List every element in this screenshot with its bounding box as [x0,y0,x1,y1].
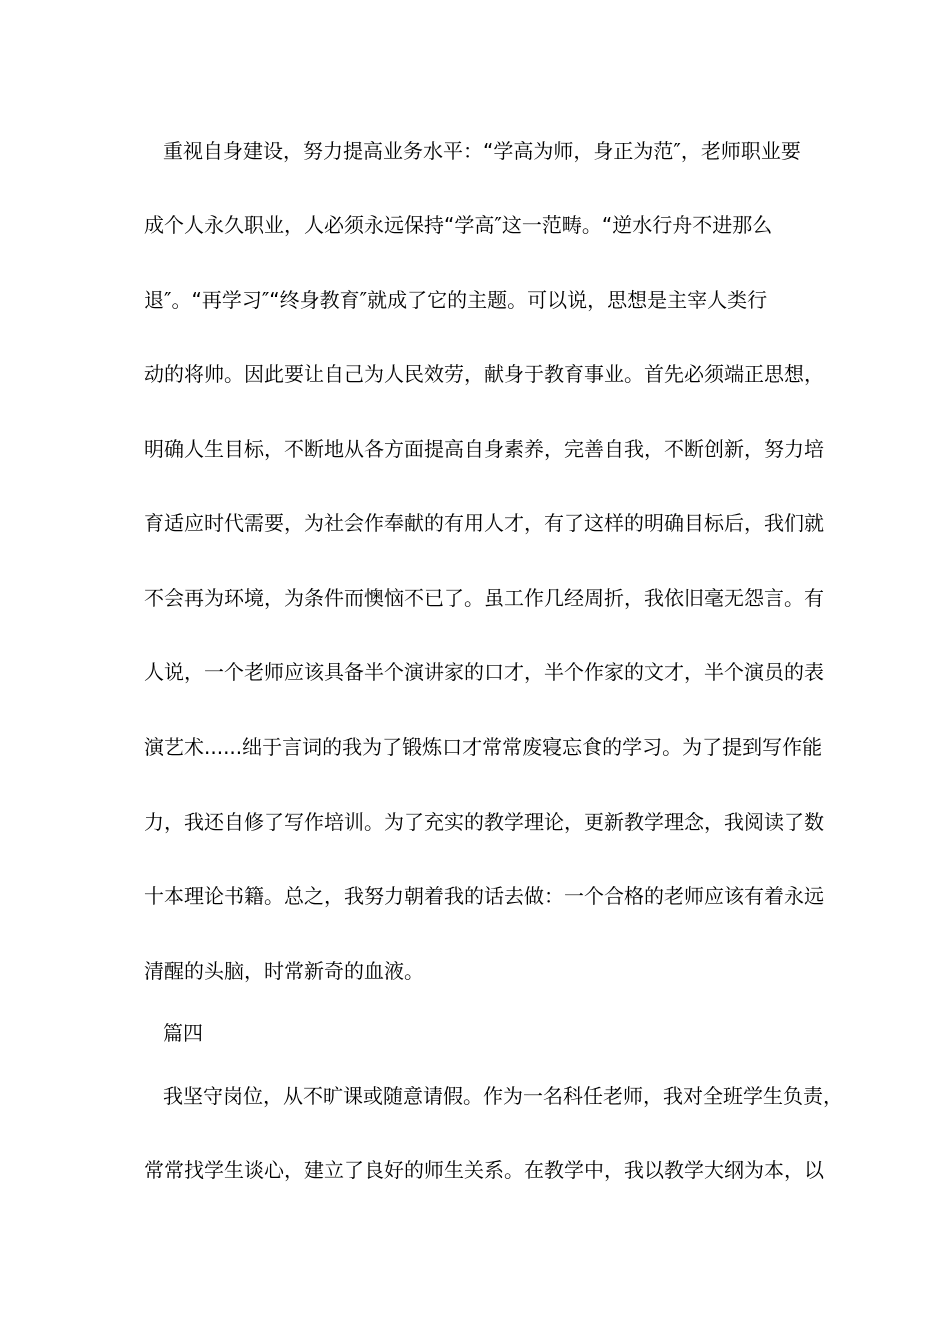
paragraph-line: 演艺术......绌于言词的我为了锻炼口才常常废寝忘食的学习。为了提到写作能 [144,735,823,759]
paragraph-line: 常常找学生谈心，建立了良好的师生关系。在教学中，我以教学大纲为本，以 [144,1158,824,1182]
paragraph-line: 育适应时代需要，为社会作奉献的有用人才，有了这样的明确目标后，我们就 [144,511,824,535]
paragraph-line: 清醒的头脑，时常新奇的血液。 [144,959,424,983]
paragraph-line: 重视自身建设，努力提高业务水平：“学高为师，身正为范″，老师职业要 [163,139,801,163]
paragraph-line: 成个人永久职业，人必须永远保持“学高″这一范畴。“逆水行舟不进那么 [144,213,773,237]
paragraph-line: 我坚守岗位，从不旷课或随意请假。作为一名科任老师，我对全班学生负责， [163,1084,843,1108]
section-heading: 篇四 [163,1021,203,1045]
paragraph-line: 动的将帅。因此要让自己为人民效劳，献身于教育事业。首先必须端正思想， [144,362,824,386]
paragraph-line: 明确人生目标，不断地从各方面提高自身素养，完善自我，不断创新，努力培 [144,437,824,461]
paragraph-line: 不会再为环境，为条件而懊恼不已了。虽工作几经周折，我依旧毫无怨言。有 [144,586,824,610]
paragraph-line: 十本理论书籍。总之，我努力朝着我的话去做：一个合格的老师应该有着永远 [144,884,824,908]
paragraph-line: 力，我还自修了写作培训。为了充实的教学理论，更新教学理念，我阅读了数 [144,810,824,834]
paragraph-line: 人说，一个老师应该具备半个演讲家的口才，半个作家的文才，半个演员的表 [144,660,824,684]
paragraph-line: 退″。“再学习″“终身教育″就成了它的主题。可以说，思想是主宰人类行 [144,288,768,312]
